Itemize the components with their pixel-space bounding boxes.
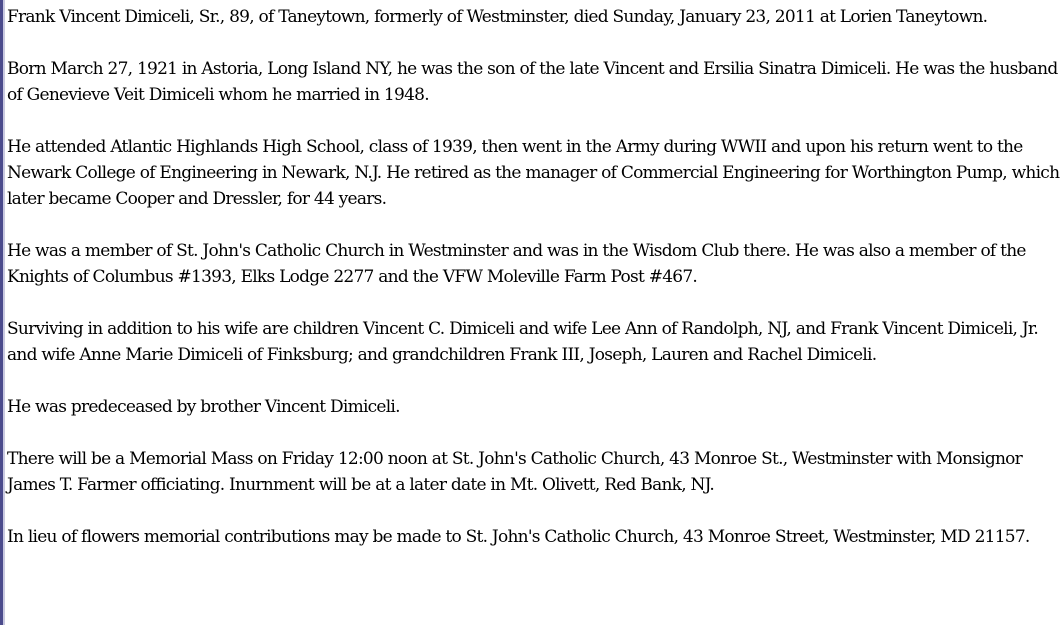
paragraph-survivors: Surviving in addition to his wife are children Vincent C. Dimiceli and wife Lee Ann of Randolph, NJ, and Frank Vincent Dimiceli, Jr. and wife Anne Marie Dimiceli of Finksburg; and grandchildren Frank III, Joseph, Lauren and Rachel Dimiceli. <box>7 319 1039 365</box>
paragraph-death-notice: Frank Vincent Dimiceli, Sr., 89, of Taneytown, formerly of Westminster, died Sunday, January 23, 2011 at Lorien Taneytown. <box>7 7 988 27</box>
obituary-text <box>7 4 1063 550</box>
window-left-border-highlight <box>3 0 5 625</box>
paragraph-birth-and-marriage: Born March 27, 1921 in Astoria, Long Island NY, he was the son of the late Vincent and Ersilia Sinatra Dimiceli. He was the husband of Genevieve Veit Dimiceli whom he married in 1948. <box>7 59 1058 105</box>
paragraph-memberships: He was a member of St. John's Catholic Church in Westminster and was in the Wisdom Club there. He was also a member of the Knights of Columbus #1393, Elks Lodge 2277 and the VFW Moleville Farm Post #467. <box>7 241 1026 287</box>
paragraph-predeceased: He was predeceased by brother Vincent Dimiceli. <box>7 397 400 417</box>
paragraph-education-and-career: He attended Atlantic Highlands High School, class of 1939, then went in the Army during WWII and upon his return went to the Newark College of Engineering in Newark, N.J. He retired as the manager of Commercial Engineering for Worthington Pump, which later became Cooper and Dressler, for 44 years. <box>7 137 1060 209</box>
paragraph-contributions: In lieu of flowers memorial contributions may be made to St. John's Catholic Church, 43 Monroe Street, Westminster, MD 21157. <box>7 527 1030 547</box>
paragraph-memorial-mass: There will be a Memorial Mass on Friday 12:00 noon at St. John's Catholic Church, 43 Monroe St., Westminster with Monsignor James T. Farmer officiating. Inurnment will be at a later date in Mt. Olivett, Red Bank, NJ. <box>7 449 1023 495</box>
